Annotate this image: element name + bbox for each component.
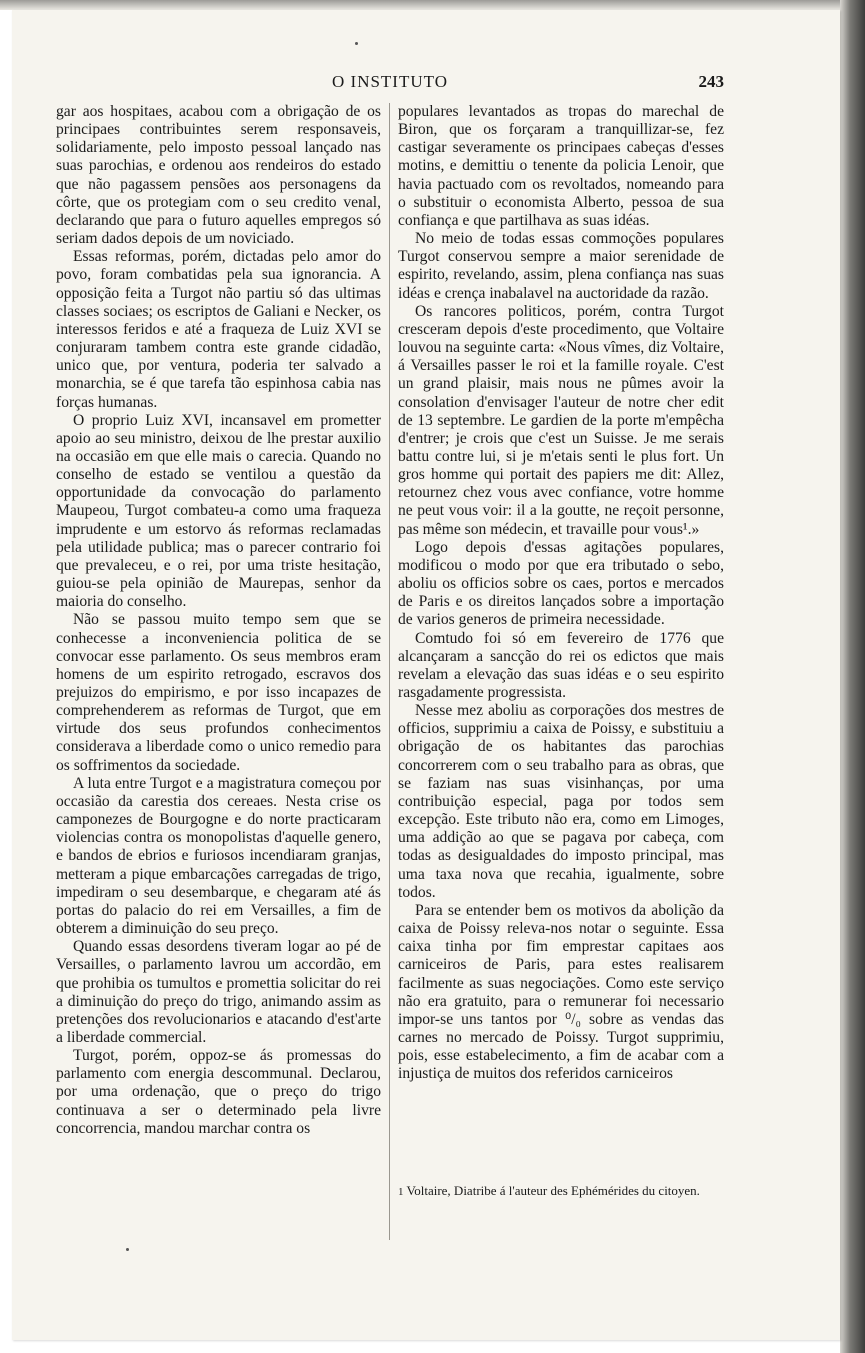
running-head: O INSTITUTO (332, 72, 448, 91)
book-spine-edge (840, 0, 865, 1353)
footnote-text: Voltaire, Diatribe á l'auteur des Ephémérides du citoyen. (406, 1183, 700, 1198)
paragraph: No meio de todas essas commoções populares Turgot conservou sempre a maior serenidade de espirito, revelando, assim, plena confiança nas suas idéas e crença inabalavel na auctoridade da razão. (398, 230, 724, 302)
speck (355, 42, 358, 45)
paragraph: Para se entender bem os motivos da abolição da caixa de Poissy releva-nos notar o seguinte. Essa caixa tinha por fim emprestar capitaes aos carniceiros de Paris, para estes realisarem facilmente as suas negociações. Como este serviço não era gratuito, para o remunerar foi necessario impor-se uns tantos por ⁰/₀ sobre as vendas das carnes no mercado de Poissy. Turgot supprimiu, pois, esse estabelecimento, a fim de acabar com a injustiça de muitos dos referidos carniceiros (398, 901, 724, 1083)
paragraph: Logo depois d'essas agitações populares, modificou o modo por que era tributado o sebo, aboliu os officios sobre os caes, portos e mercados de Paris e os direitos lançados sobre a importação de varios generos de primeira necessidade. (398, 538, 724, 629)
paragraph: Os rancores politicos, porém, contra Turgot cresceram depois d'este procedimento, que Voltaire louvou na seguinte carta: «Nous vîmes, diz Voltaire, á Versailles passer le roi et la famille royale. C'est un grand plaisir, mais nous ne pûmes avoir la consolation d'envisager l'auteur de notre cher edit de 13 septembre. Le gardien de la porte m'empêcha d'entrer; je crois que c'est un Suisse. Je me serais battu contre lui, si je m'etais senti le plus fort. Un gros homme qui portait des papiers me dit: Allez, retournez chez vous avec confiance, votre homme ne peut vous voir: il a la goutte, ne reçoit personne, pas même son médecin, et travaille pour vous¹.» (398, 302, 724, 538)
page-number: 243 (698, 72, 724, 91)
left-column (56, 103, 381, 1138)
page-header (56, 72, 724, 96)
paragraph: Comtudo foi só em fevereiro de 1776 que alcançaram a sancção do rei os edictos que mais revelam a elevação das suas idéas e o seu espirito rasgadamente progressista. (398, 629, 724, 701)
paragraph: Turgot, porém, oppoz-se ás promessas do parlamento com energia descommunal. Declarou, por uma ordenação, que o preço do trigo continuava a ser o determinado pela livre concorrencia, mandou marchar contra os (56, 1047, 381, 1137)
paragraph: Nesse mez aboliu as corporações dos mestres de officios, supprimiu a caixa de Poissy, e substituiu a obrigação de os habitantes das parochias concorrerem com o seu trabalho para as obras, que se faziam nas suas visinhanças, por uma contribuição especial, paga por todos sem excepção. Este tributo não era, como em Limoges, uma addição ao que se pagava por cabeça, com todas as desigualdades do imposto principal, mas uma taxa nova que recahia, igualmente, sobre todos. (398, 702, 724, 901)
column-divider (389, 103, 390, 1240)
scan-top-edge (0, 0, 865, 10)
paragraph: O proprio Luiz XVI, incansavel em prometter apoio ao seu ministro, deixou de lhe prestar auxilio na occasião em que elle mais o carecia. Quando no conselho de estado se ventilou a questão da opportunidade da convocação do parlamento Maupeou, Turgot combateu-a como uma fraqueza imprudente e um estorvo ás reformas reclamadas pela utilidade publica; mas o parecer contrario foi que prevaleceu, e o rei, por uma triste hesitação, guiou-se pela opinião de Maurepas, senhor da maioria do conselho. (56, 411, 381, 611)
paragraph: Quando essas desordens tiveram logar ao pé de Versailles, o parlamento lavrou um accordão, em que prohibia os tumultos e promettia solicitar do rei a diminuição do preço do trigo, animando assim as pretenções dos revolucionarios e atacando d'est'arte a liberdade commercial. (56, 938, 381, 1046)
right-column (398, 103, 724, 1083)
paragraph: Essas reformas, porém, dictadas pelo amor do povo, foram combatidas pela sua ignorancia. A opposição feita a Turgot não partiu só das ultimas classes sociaes; os escriptos de Galiani e Necker, os interessos feridos e até a fraqueza de Luiz XVI se conjuraram tambem contra este grande cidadão, unico que, por ventura, poderia ter salvado a monarchia, se é que tarefa tão espinhosa cabia nas forças humanas. (56, 248, 381, 411)
paragraph: Não se passou muito tempo sem que se conhecesse a inconveniencia politica de se convocar esse parlamento. Os seus membros eram homens de um espirito retrogado, escravos dos prejuizos do empirismo, e por isso incapazes de comprehenderem as reformas de Turgot, que em virtude dos seus profundos conhecimentos considerava a liberdade como o unico remedio para os soffrimentos da sociedade. (56, 611, 381, 774)
paragraph: gar aos hospitaes, acabou com a obrigação de os principaes contribuintes serem responsaveis, solidariamente, pelo imposto pessoal lançado nas suas parochias, e ordenou aos rendeiros do estado que não pagassem pensões aos personagens da côrte, que os protegiam com o seu credito venal, declarando que para o futuro aquelles empregos só seriam dados depois de um noviciado. (56, 103, 381, 248)
paragraph: populares levantados as tropas do marechal de Biron, que os forçaram a tranquillizar-se, fez castigar severamente os principaes cabeças d'esses motins, e demittiu o tenente da policia Lenoir, que havia pactuado com os revoltados, nomeando para o substituir o economista Alberto, pessoa de sua confiança e que partilhava as suas idéas. (398, 103, 724, 229)
paragraph: A luta entre Turgot e a magistratura começou por occasião da carestia dos cereaes. Nesta crise os camponezes de Bourgogne e do norte practicaram violencias contra os monopolistas d'aquelle genero, e bandos de ebrios e furiosos incendiaram granjas, metteram a pique embarcações carregadas de trigo, impediram o seu desembarque, e chegaram até ás portas do palacio do rei em Versailles, a fim de obterem a diminuição do seu preço. (56, 774, 381, 938)
speck (126, 1248, 129, 1251)
footnote (398, 1183, 724, 1201)
footnote-marker: 1 (398, 1186, 404, 1198)
